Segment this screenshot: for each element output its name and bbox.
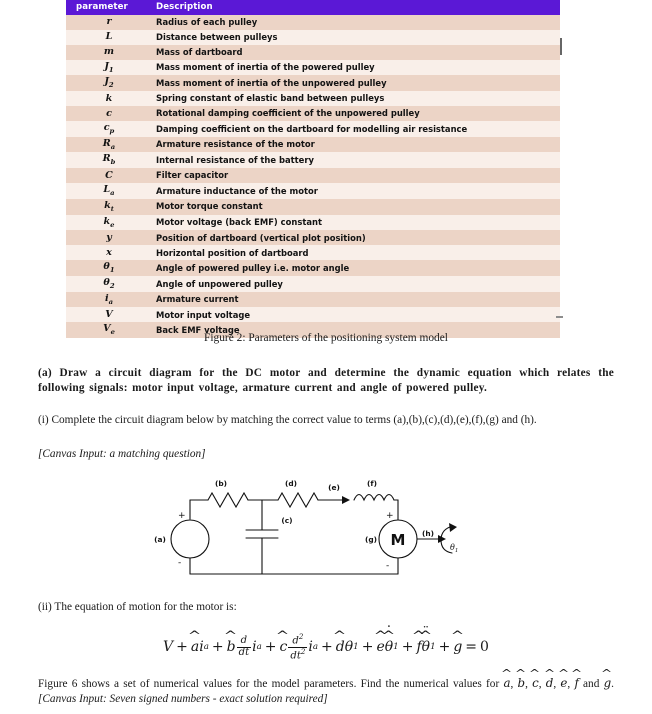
eq-term-ia-1: i — [199, 639, 204, 656]
parameter-description-cell: Radius of each pulley — [156, 16, 258, 27]
eq-sub-theta-3: 1 — [430, 642, 436, 653]
figure-6-symbol-d: ^ d — [546, 676, 554, 692]
parameter-symbol-cell: $i_a$ — [104, 292, 114, 306]
motor-plus-sign: + — [386, 511, 394, 521]
figure-6-symbol-f: ^ f — [574, 676, 578, 692]
parameter-description-cell: Motor voltage (back EMF) constant — [156, 217, 322, 228]
parameter-symbol-subscript: 1 — [109, 266, 115, 275]
parameter-symbol-cell: $c_p$ — [103, 122, 115, 135]
eq-sub-a-3: a — [312, 642, 319, 653]
eq-plus-5: + — [361, 639, 374, 656]
eq-term-theta-ddot: ^ θ ¨ — [422, 639, 430, 655]
parameter-symbol-subscript: a — [108, 297, 114, 306]
figure-6-symbol-list: ^ a, ^ b, ^ c, ^ d, ^ e, ^ f and ^ g. — [503, 678, 614, 690]
wire-motor-top — [394, 500, 398, 520]
eq-sub-theta-2: 1 — [393, 642, 399, 653]
parameter-symbol-cell: L — [105, 31, 113, 43]
table-row — [66, 183, 560, 199]
eq-plus-3: + — [264, 639, 277, 656]
circuit-label-h: (h) — [421, 529, 435, 538]
figure-6-symbol-b: ^ b — [518, 676, 526, 692]
eq-frac-d-dt — [237, 636, 252, 658]
table-row — [66, 292, 560, 308]
table-row — [66, 230, 560, 245]
figure-6-symbol-a: ^ a — [503, 676, 510, 692]
eq-term-zero: 0 — [480, 639, 489, 656]
parameter-symbol-cell: k — [105, 92, 113, 104]
circuit-label-b: (b) — [214, 479, 228, 488]
parameter-description-cell: Motor input voltage — [156, 309, 251, 320]
eq-plus-4: + — [321, 639, 333, 656]
table-row — [66, 30, 560, 45]
parameter-symbol-subscript: p — [109, 126, 115, 135]
table-header — [66, 0, 560, 15]
parameter-symbol-subscript: a — [110, 189, 115, 198]
parameter-description-cell: Mass moment of inertia of the powered pulley — [156, 62, 375, 73]
eq-frac-d2-dt2 — [288, 633, 307, 661]
eq-frac-den-dt2: $dt^2$ — [290, 646, 306, 661]
source-plus-sign: + — [178, 511, 186, 521]
shaft-arrow-head — [438, 535, 446, 543]
table-row — [66, 152, 560, 168]
text-caret-artifact — [560, 38, 562, 55]
eq-frac-num-d2: $d^2$ — [292, 632, 304, 647]
figure-6-symbol-e: ^ e — [560, 676, 567, 692]
circuit-label-d: (d) — [284, 479, 298, 488]
circuit-label-a: (a) — [154, 535, 166, 544]
circuit-label-f: (f) — [367, 479, 377, 488]
parameter-description-cell: Back EMF voltage — [156, 324, 240, 335]
parameter-description-cell: Angle of powered pulley i.e. motor angle — [156, 262, 350, 273]
table-row — [66, 91, 560, 106]
parameter-symbol-cell: $k_e$ — [103, 215, 115, 229]
parameter-description-cell: Spring constant of elastic band between pulleys — [156, 93, 385, 104]
eq-term-ia-2: i — [252, 639, 257, 656]
parameters-table-container — [66, 0, 560, 338]
eq-term-V: V — [163, 639, 174, 656]
parameter-description-cell: Horizontal position of dartboard — [156, 247, 309, 258]
eq-sub-a-2: a — [256, 642, 262, 653]
question-a-text: (a) Draw a circuit diagram for the DC motor and determine the dynamic equation which relates the following signals: motor input voltage, armature current and angle of powered pulley. — [38, 367, 614, 395]
voltage-source-symbol — [171, 520, 209, 558]
parameter-description-cell: Armature inductance of the motor — [156, 185, 318, 196]
table-row — [66, 260, 560, 276]
parameter-description-cell: Armature current — [156, 294, 239, 305]
parameter-description-cell: Motor torque constant — [156, 201, 263, 212]
parameter-description-cell: Damping coefficient on the dartboard for modelling air resistance — [156, 123, 468, 134]
table-row — [66, 307, 560, 322]
resistor-b-symbol — [208, 493, 248, 507]
parameter-symbol-cell: $R_b$ — [102, 153, 116, 167]
eq-plus-1: + — [176, 639, 188, 656]
table-bottom-artifact — [556, 316, 563, 318]
column-header-parameter: parameter — [66, 0, 152, 15]
table-row — [66, 45, 560, 60]
parameter-symbol-subscript: 2 — [108, 81, 114, 90]
table-header-row — [66, 0, 560, 15]
eq-term-theta-1: θ — [344, 639, 354, 656]
table-row — [66, 75, 560, 91]
parameter-symbol-cell: c — [106, 107, 112, 119]
parameter-description-cell: Mass of dartboard — [156, 46, 243, 57]
parameter-symbol-cell: $\theta_1$ — [103, 261, 115, 275]
parameter-symbol-cell: m — [103, 46, 115, 58]
parameter-symbol-cell: $J_2$ — [104, 76, 114, 90]
table-row — [66, 137, 560, 153]
parameter-symbol-subscript: b — [110, 158, 116, 167]
circuit-label-g: (g) — [364, 535, 378, 544]
parameter-symbol-cell: x — [106, 246, 112, 258]
parameter-symbol-cell: y — [106, 231, 112, 243]
eq-sub-a-1: a — [203, 642, 209, 653]
parameter-symbol-cell: C — [105, 169, 113, 181]
parameter-symbol-subscript: 1 — [108, 65, 114, 74]
figure-6-symbol-g: ^ g — [604, 676, 612, 692]
parameter-symbol-cell: $\theta_2$ — [103, 276, 115, 290]
eq-term-ia-3: i — [308, 639, 313, 656]
parameter-symbol-cell: V — [105, 309, 113, 321]
parameter-symbol-cell: $L_a$ — [103, 184, 115, 198]
eq-term-d-hat: ^ d — [336, 639, 345, 655]
parameter-description-cell: Position of dartboard (vertical plot position) — [156, 232, 366, 243]
parameter-symbol-cell: $V_e$ — [103, 323, 115, 337]
rotation-arrow-head — [449, 523, 457, 532]
table-body — [66, 15, 560, 338]
parameter-symbol-subscript: t — [110, 204, 114, 213]
parameter-symbol-subscript: e — [110, 220, 115, 229]
eq-plus-2: + — [211, 639, 224, 656]
table-row — [66, 199, 560, 215]
circuit-label-c: (c) — [281, 516, 293, 525]
shaft-theta-label: $\theta_1$ — [450, 543, 459, 554]
eq-equals: = — [465, 639, 478, 656]
parameter-description-cell: Rotational damping coefficient of the unpowered pulley — [156, 108, 420, 119]
parameter-description-cell: Distance between pulleys — [156, 31, 278, 42]
circuit-label-e: (e) — [328, 483, 340, 492]
table-row — [66, 121, 560, 137]
motor-minus-sign: - — [386, 561, 390, 571]
parameter-description-cell: Filter capacitor — [156, 170, 229, 181]
resistor-d-symbol — [278, 493, 318, 507]
eq-term-f-hat: ^ f — [416, 639, 421, 655]
parameter-symbol-cell: $J_1$ — [104, 60, 114, 74]
question-a-ii-text: (ii) The equation of motion for the motor is: — [38, 601, 237, 613]
inductor-f-symbol — [354, 495, 394, 501]
parameter-symbol-cell: $R_a$ — [102, 137, 116, 151]
figure-6-note — [38, 676, 614, 707]
table-row — [66, 276, 560, 292]
eq-frac-num-d: d — [240, 635, 248, 647]
eq-term-g-hat: ^ g — [453, 639, 462, 655]
figure-2-caption: Figure 2: Parameters of the positioning system model — [204, 332, 448, 344]
eq-frac-den-dt: dt — [238, 646, 250, 658]
canvas-input-note-i: [Canvas Input: a matching question] — [38, 448, 206, 460]
parameter-symbol-subscript: e — [110, 328, 115, 337]
table-row — [66, 15, 560, 30]
table-row — [66, 60, 560, 76]
parameters-table — [66, 0, 560, 338]
table-row — [66, 106, 560, 121]
source-minus-sign: - — [178, 558, 182, 568]
eq-term-c-hat: ^ c — [280, 639, 288, 655]
parameter-description-cell: Angle of unpowered pulley — [156, 278, 283, 289]
eq-plus-6: + — [401, 639, 414, 656]
eq-plus-7: + — [438, 639, 451, 656]
circuit-diagram — [150, 474, 490, 586]
column-header-description: Description — [152, 0, 560, 15]
equation-of-motion — [0, 633, 652, 661]
table-row — [66, 168, 560, 183]
parameter-description-cell: Mass moment of inertia of the unpowered pulley — [156, 77, 387, 88]
figure-6-note-part1: Figure 6 shows a set of numerical values for the model parameters. Find the numerical values for — [38, 678, 504, 690]
eq-term-a-hat: ^ a — [191, 639, 199, 655]
question-a-i-text: (i) Complete the circuit diagram below by matching the correct value to terms (a),(b),(c),(d),(e),(f),(g) and (h). — [38, 414, 537, 426]
motor-letter-label: M — [390, 531, 406, 549]
figure-6-and-word: and — [578, 678, 604, 690]
parameter-symbol-subscript: 2 — [109, 281, 115, 290]
eq-term-b-hat: ^ b — [227, 639, 236, 655]
table-row — [66, 245, 560, 260]
figure-6-canvas-note: [Canvas Input: Seven signed numbers - exact solution required] — [38, 693, 328, 706]
parameter-symbol-cell: r — [106, 16, 112, 28]
parameter-description-cell: Armature resistance of the motor — [156, 139, 315, 150]
eq-term-theta-dot: ^ θ ˙ — [385, 639, 393, 655]
table-row — [66, 215, 560, 231]
current-arrow-head — [342, 496, 350, 504]
figure-6-symbol-c: ^ c — [532, 676, 539, 692]
eq-term-e-hat: ^ e — [376, 639, 384, 655]
parameter-description-cell: Internal resistance of the battery — [156, 155, 314, 166]
parameter-symbol-subscript: a — [110, 142, 116, 151]
parameter-symbol-cell: $k_t$ — [104, 199, 114, 213]
eq-sub-theta-1: 1 — [353, 642, 359, 653]
